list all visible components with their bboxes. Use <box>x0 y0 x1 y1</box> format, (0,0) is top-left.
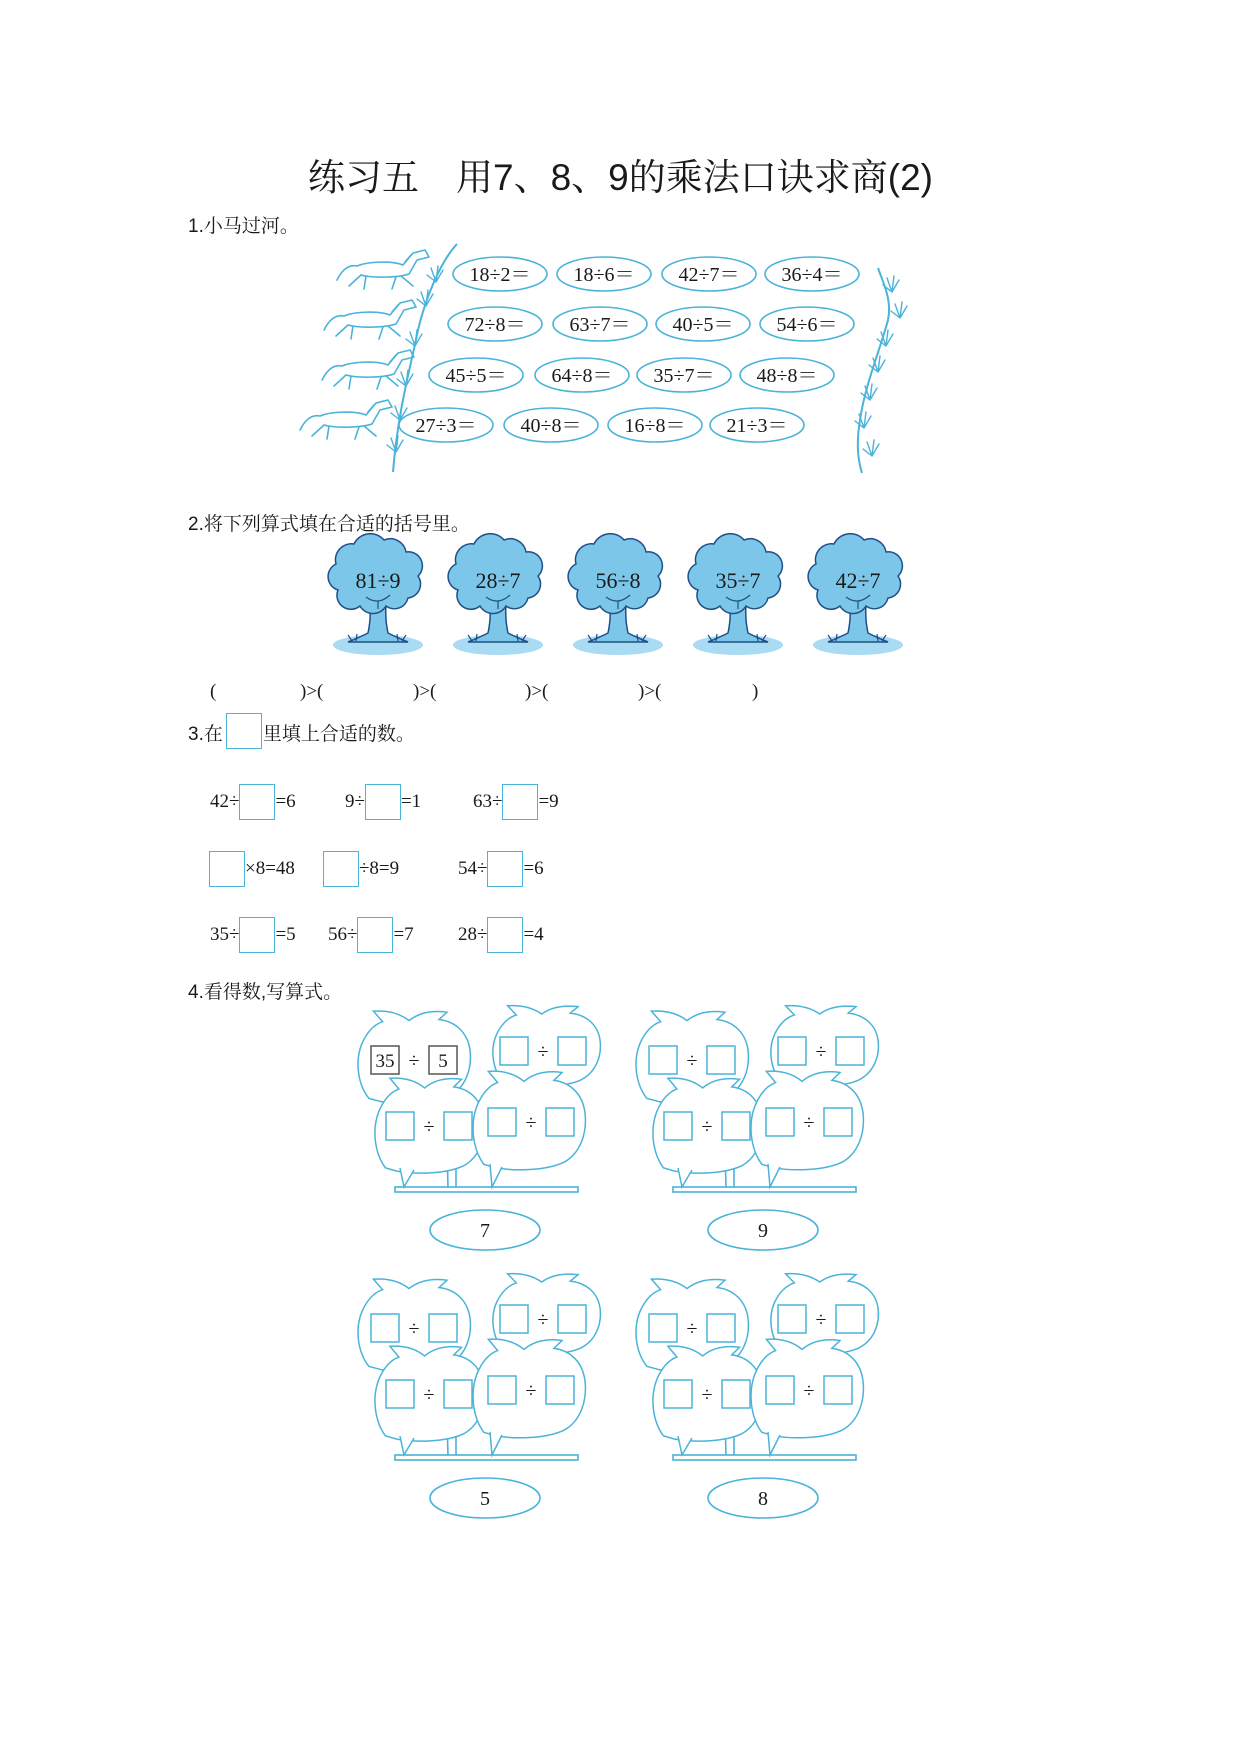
division-expression: 48÷8＝ <box>756 365 818 387</box>
dividend-box <box>488 1376 516 1404</box>
answer-bracket: )>( <box>638 681 662 702</box>
result-value: 7 <box>480 1220 490 1242</box>
division-expression: 35÷7＝ <box>653 365 715 387</box>
answer-box <box>502 784 538 820</box>
answer-box-icon <box>226 713 262 749</box>
division-expression: 63÷7＝ <box>569 314 631 336</box>
division-sign: ÷ <box>686 1318 698 1340</box>
stepping-stone-oval <box>553 307 647 341</box>
stepping-stone-oval <box>399 408 493 442</box>
dividend-box <box>649 1314 677 1342</box>
division-sign: ÷ <box>525 1112 537 1134</box>
equation-right-text: ×8=48 <box>245 857 295 879</box>
answer-box <box>365 784 401 820</box>
divisor-box <box>546 1376 574 1404</box>
division-sign: ÷ <box>537 1041 549 1063</box>
division-expression: 72÷8＝ <box>464 314 526 336</box>
quotient-leaf-group <box>358 1274 600 1518</box>
division-expression: 40÷8＝ <box>520 415 582 437</box>
division-expression: 21÷3＝ <box>726 415 788 437</box>
stepping-stone-oval <box>557 257 651 291</box>
dividend-box <box>664 1380 692 1408</box>
stepping-stone-oval <box>608 408 702 442</box>
leaf-bottom-right <box>473 1339 585 1455</box>
division-sign: ÷ <box>701 1116 713 1138</box>
tree-icon <box>328 534 423 655</box>
dividend-box <box>386 1112 414 1140</box>
fill-in-equation <box>210 916 296 953</box>
leaf-tail <box>400 1436 414 1455</box>
quotient-leaf-group <box>636 1274 878 1518</box>
divisor-box <box>444 1380 472 1408</box>
answer-bracket: )>( <box>525 681 549 702</box>
leaf-bottom-left <box>653 1346 762 1455</box>
leaf-tail <box>678 1436 692 1455</box>
answer-box <box>239 784 275 820</box>
equation-left-text: 56÷ <box>328 923 358 945</box>
division-expression: 18÷2＝ <box>469 264 531 286</box>
stepping-stone-oval <box>656 307 750 341</box>
equation-left-text: 35÷ <box>210 923 240 945</box>
horse-icon <box>337 250 429 289</box>
dividend-box <box>778 1305 806 1333</box>
division-expression: 54÷6＝ <box>776 314 838 336</box>
answer-bracket: ( <box>210 681 217 702</box>
base-plate <box>395 1187 578 1192</box>
fill-in-equation <box>473 783 559 820</box>
question-3-heading-start: 3.在 <box>188 724 223 745</box>
question-2-heading: 2.将下列算式填在合适的括号里。 <box>188 514 470 535</box>
answer-box <box>357 917 393 953</box>
tree-expression: 81÷9 <box>355 568 401 593</box>
answer-box <box>323 851 359 887</box>
equation-left-text: 42÷ <box>210 790 240 812</box>
division-sign: ÷ <box>803 1112 815 1134</box>
stepping-stone-oval <box>453 257 547 291</box>
leaf-tail <box>490 1164 502 1187</box>
division-expression: 27÷3＝ <box>415 415 477 437</box>
dividend-box <box>664 1112 692 1140</box>
fill-in-equation <box>328 916 414 953</box>
division-sign: ÷ <box>803 1380 815 1402</box>
division-expression: 16÷8＝ <box>624 415 686 437</box>
divisor-box <box>824 1108 852 1136</box>
quotient-leaf-group <box>358 1006 600 1250</box>
divisor-box <box>558 1037 586 1065</box>
dividend-value: 35 <box>375 1051 395 1072</box>
leaf-bottom-left <box>375 1078 484 1187</box>
grass-icon <box>855 412 871 428</box>
question-4-heading: 4.看得数,写算式。 <box>188 982 343 1003</box>
division-sign: ÷ <box>815 1309 827 1331</box>
division-expression: 18÷6＝ <box>573 264 635 286</box>
answer-box <box>487 917 523 953</box>
equation-left-text: 9÷ <box>345 790 365 812</box>
tree-expression: 28÷7 <box>475 568 521 593</box>
division-sign: ÷ <box>815 1041 827 1063</box>
divisor-box <box>836 1305 864 1333</box>
horse-icon <box>324 300 416 339</box>
leaf-bottom-left <box>653 1078 762 1187</box>
question-3-heading-end: 里填上合适的数。 <box>262 724 415 745</box>
answer-box <box>239 917 275 953</box>
stepping-stone-oval <box>448 307 542 341</box>
division-expression: 64÷8＝ <box>551 365 613 387</box>
question-1-heading: 1.小马过河。 <box>188 216 299 237</box>
grass-icon <box>891 302 907 318</box>
equation-left-text: 63÷ <box>473 790 503 812</box>
tree-icon <box>808 534 903 655</box>
equation-right-text: =5 <box>275 923 296 945</box>
tree-icon <box>448 534 543 655</box>
equation-right-text: =1 <box>400 790 422 812</box>
equation-right-text: ÷8=9 <box>359 857 400 879</box>
stepping-stone-oval <box>765 257 859 291</box>
river-scene <box>300 244 907 473</box>
equation-right-text: =6 <box>523 857 544 879</box>
division-sign: ÷ <box>537 1309 549 1331</box>
divisor-box <box>546 1108 574 1136</box>
page-title: 练习五 用7、8、9的乘法口诀求商(2) <box>308 157 933 198</box>
divisor-box <box>836 1037 864 1065</box>
dividend-box <box>500 1037 528 1065</box>
leaf-bottom-right <box>473 1071 585 1187</box>
leaf-tail <box>678 1168 692 1187</box>
base-plate <box>673 1187 856 1192</box>
fill-in-equation <box>458 850 544 887</box>
dividend-box <box>488 1108 516 1136</box>
dividend-box <box>386 1380 414 1408</box>
division-sign: ÷ <box>408 1318 420 1340</box>
equation-right-text: =4 <box>523 923 544 945</box>
grass-icon <box>861 384 877 400</box>
quotient-leaf-group <box>636 1006 878 1250</box>
fill-in-equation <box>209 850 295 887</box>
base-plate <box>673 1455 856 1460</box>
tree-icon <box>568 534 663 655</box>
leaf-tail <box>400 1168 414 1187</box>
stepping-stone-oval <box>662 257 756 291</box>
stepping-stone-oval <box>740 358 834 392</box>
leaf-bottom-right <box>751 1071 863 1187</box>
division-expression: 45÷5＝ <box>445 365 507 387</box>
divisor-box <box>722 1380 750 1408</box>
stepping-stone-oval <box>535 358 629 392</box>
horse-icon <box>322 350 414 389</box>
divisor-box <box>722 1112 750 1140</box>
grass-icon <box>863 440 879 456</box>
fill-in-equation <box>323 850 399 887</box>
leaf-tail <box>768 1164 780 1187</box>
fill-in-equation <box>458 916 544 953</box>
equation-right-text: =9 <box>538 790 559 812</box>
result-value: 9 <box>758 1220 768 1242</box>
equation-right-text: =7 <box>393 923 414 945</box>
stepping-stone-oval <box>710 408 804 442</box>
stepping-stone-oval <box>637 358 731 392</box>
dividend-box <box>649 1046 677 1074</box>
answer-bracket: ) <box>752 681 759 702</box>
division-expression: 40÷5＝ <box>672 314 734 336</box>
leaf-bottom-right <box>751 1339 863 1455</box>
dividend-box <box>766 1376 794 1404</box>
tree-expression: 42÷7 <box>835 568 881 593</box>
horse-icon <box>300 400 392 439</box>
grass-icon <box>406 330 422 346</box>
division-sign: ÷ <box>686 1050 698 1072</box>
division-sign: ÷ <box>701 1384 713 1406</box>
divisor-box <box>444 1112 472 1140</box>
leaf-tail <box>768 1432 780 1455</box>
result-value: 5 <box>480 1488 490 1510</box>
dividend-box <box>500 1305 528 1333</box>
divisor-box <box>707 1314 735 1342</box>
dividend-box <box>371 1314 399 1342</box>
equation-left-text: 28÷ <box>458 923 488 945</box>
base-plate <box>395 1455 578 1460</box>
fill-in-equation <box>210 783 296 820</box>
leaf-bottom-left <box>375 1346 484 1455</box>
tree-expression: 35÷7 <box>715 568 761 593</box>
division-expression: 42÷7＝ <box>678 264 740 286</box>
answer-box <box>209 851 245 887</box>
question-3-heading <box>188 712 415 749</box>
stepping-stone-oval <box>504 408 598 442</box>
leaf-tail <box>490 1432 502 1455</box>
division-sign: ÷ <box>423 1384 435 1406</box>
answer-bracket: )>( <box>413 681 437 702</box>
division-sign: ÷ <box>423 1116 435 1138</box>
grass-icon <box>397 370 413 386</box>
stepping-stone-oval <box>429 358 523 392</box>
dividend-box <box>778 1037 806 1065</box>
stepping-stone-oval <box>760 307 854 341</box>
answer-box <box>487 851 523 887</box>
equation-left-text: 54÷ <box>458 857 488 879</box>
division-sign: ÷ <box>408 1050 420 1072</box>
fill-in-equation <box>345 783 421 820</box>
divisor-box <box>429 1314 457 1342</box>
tree-icon <box>688 534 783 655</box>
tree-expression: 56÷8 <box>595 568 641 593</box>
dividend-box <box>766 1108 794 1136</box>
divisor-box <box>824 1376 852 1404</box>
division-sign: ÷ <box>525 1380 537 1402</box>
result-value: 8 <box>758 1488 768 1510</box>
equation-right-text: =6 <box>275 790 296 812</box>
divisor-box <box>558 1305 586 1333</box>
division-expression: 36÷4＝ <box>781 264 843 286</box>
divisor-box <box>707 1046 735 1074</box>
answer-bracket: )>( <box>300 681 324 702</box>
divisor-value: 5 <box>438 1051 448 1072</box>
